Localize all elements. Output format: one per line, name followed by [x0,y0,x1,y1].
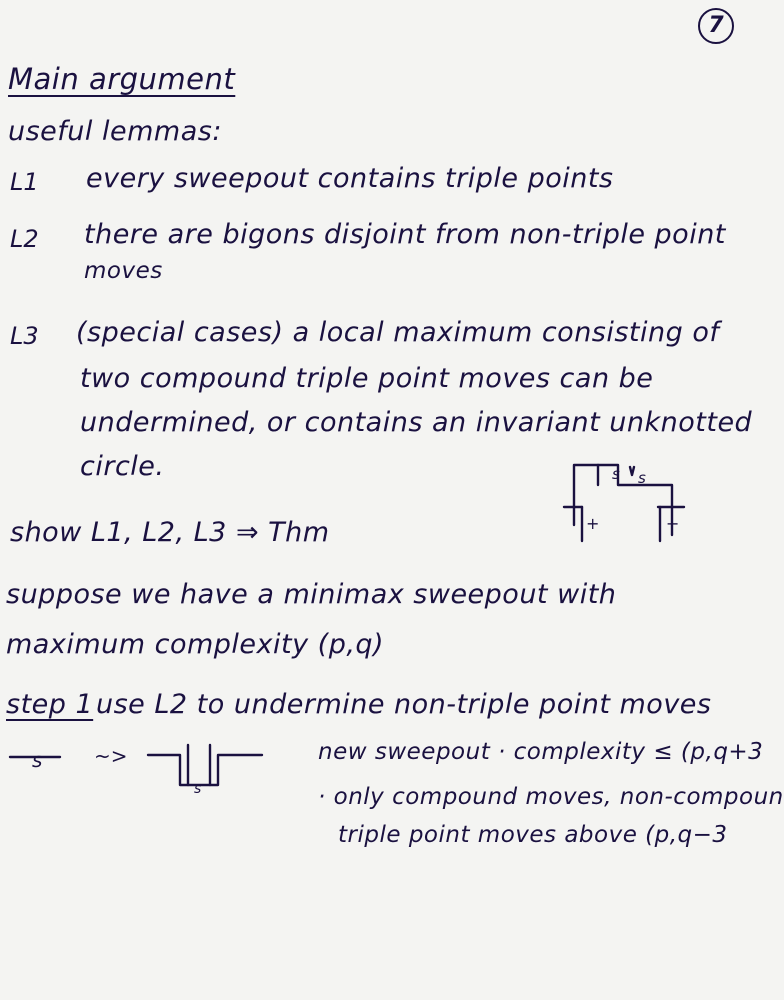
lemma-3-label: L3 [10,322,39,350]
step-label: step 1 [6,689,94,720]
lemma-2-text-line-2: moves [84,258,163,284]
diagram-t-plus: + [586,514,600,533]
lemma-3-text-line-4: circle. [80,451,165,482]
result-line-3: triple point moves above (p,q−3 [338,822,728,848]
lemma-3-text-line-1: (special cases) a local maximum consisting of [76,317,720,348]
lemma-2-label: L2 [10,225,39,253]
lemma-1-label: L1 [10,168,39,196]
suppose-line-2: maximum complexity (p,q) [6,629,385,660]
diagram-top-s2: s [638,469,646,487]
diagram-t-minus: − [666,514,680,533]
diagram-top-s: s [612,465,620,483]
show-line: show L1, L2, L3 ⇒ Thm [10,517,330,548]
heading: Main argument [8,62,236,96]
step-arrow: ~> [94,744,128,768]
lemma-3-text-line-3: undermined, or contains an invariant unknotted [80,407,753,438]
page-number: 7 [698,8,734,44]
lemma-3-text-line-2: two compound triple point moves can be [80,363,654,394]
step-text: use L2 to undermine non-triple point moves [96,689,712,720]
local-maximum-diagram [560,455,690,545]
step-left-s: s [32,748,43,772]
lemma-1-text: every sweepout contains triple points [86,163,614,194]
step-bottom-s: s [194,781,202,797]
suppose-line-1: suppose we have a minimax sweepout with [6,579,617,610]
step-diagram [8,735,298,795]
result-line-1: new sweepout · complexity ≤ (p,q+3 [318,739,764,765]
lemma-2-text-line-1: there are bigons disjoint from non-triple point [84,219,726,250]
result-line-2: · only compound moves, non-compoun [318,784,784,810]
subheading: useful lemmas: [8,116,222,147]
